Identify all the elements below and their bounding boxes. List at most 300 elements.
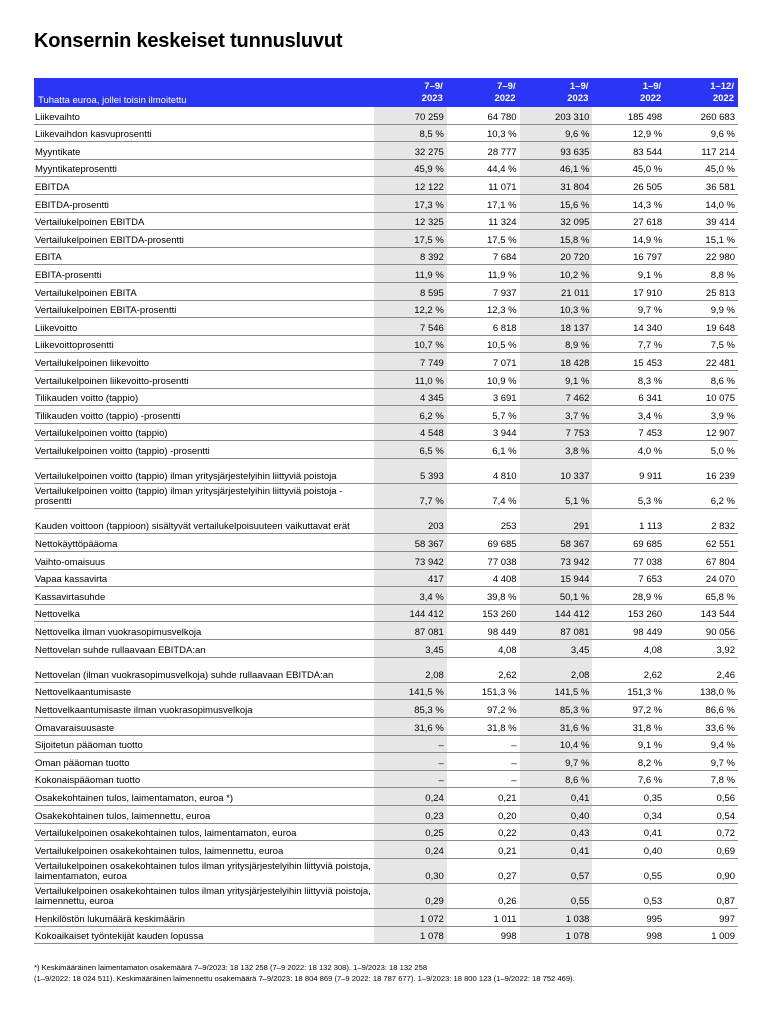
row-value: 0,56 xyxy=(716,792,735,804)
row-value: 17 910 xyxy=(633,287,663,299)
row-value: 73 942 xyxy=(520,552,593,569)
row-value: 2,08 xyxy=(520,658,593,682)
row-value: 50,1 % xyxy=(520,587,593,604)
row-value: 0,22 xyxy=(498,828,517,840)
row-value: 58 367 xyxy=(520,534,593,551)
header-col-1 xyxy=(374,78,447,107)
row-value: 86,6 % xyxy=(705,704,735,716)
row-value: 16 239 xyxy=(705,471,735,483)
footnote xyxy=(34,962,754,984)
row-value: 151,3 % xyxy=(627,687,663,699)
header-period: 1–9/ xyxy=(642,80,662,92)
row-value: 45,9 % xyxy=(374,160,447,177)
row-value: 14,3 % xyxy=(632,199,663,211)
row-label: Vertailukelpoinen osakekohtainen tulos ilman yritysjärjestelyihin liittyviä poistoja, laimentamaton, euroa xyxy=(35,860,371,882)
table-row xyxy=(34,909,738,927)
row-value: 3 691 xyxy=(492,393,517,405)
row-value: 0,53 xyxy=(643,896,663,908)
row-value: 17,5 % xyxy=(487,234,517,246)
table-row xyxy=(34,658,738,683)
row-value: 5 393 xyxy=(374,459,447,483)
row-label: Henkilöstön lukumäärä keskimäärin xyxy=(35,913,185,925)
row-value: 117 214 xyxy=(701,146,735,158)
row-value: 995 xyxy=(646,913,663,925)
table-row xyxy=(34,859,738,884)
row-value: 11 324 xyxy=(488,217,517,229)
row-value: 7 546 xyxy=(374,318,447,335)
row-value: 260 683 xyxy=(700,111,735,123)
row-value: 18 137 xyxy=(520,318,593,335)
row-value: 0,34 xyxy=(643,810,663,822)
table-row xyxy=(34,753,738,771)
row-value: 27 618 xyxy=(633,217,663,229)
table-row xyxy=(34,125,738,143)
row-value: 2,08 xyxy=(374,658,447,682)
row-value: 10 075 xyxy=(705,393,735,405)
header-period: 1–9/ xyxy=(569,80,589,92)
row-value: 0,25 xyxy=(374,824,447,841)
header-unit-label: Tuhatta euroa, jollei toisin ilmoitettu xyxy=(38,95,187,106)
row-value: 0,41 xyxy=(520,788,593,805)
row-label: Vertailukelpoinen osakekohtainen tulos ilman yritysjärjestelyihin liittyviä poistoja, laimennettu, euroa xyxy=(35,886,371,908)
row-label: Osakekohtainen tulos, laimentamaton, euroa *) xyxy=(35,792,234,804)
row-label: Vertailukelpoinen EBITA-prosentti xyxy=(35,305,177,317)
row-value: 203 xyxy=(374,509,447,533)
page-title: Konsernin keskeiset tunnusluvut xyxy=(34,30,343,52)
row-value: 3,4 % xyxy=(374,587,447,604)
header-col-4 xyxy=(592,78,665,107)
row-label: EBITDA-prosentti xyxy=(35,199,109,211)
row-value: 4,0 % xyxy=(637,445,663,457)
row-value: 10,9 % xyxy=(487,375,517,387)
row-value: 32 275 xyxy=(374,142,447,159)
row-value: 5,7 % xyxy=(492,410,517,422)
row-value: 97,2 % xyxy=(632,704,663,716)
row-value: 11,9 % xyxy=(374,265,447,282)
row-value: 5,1 % xyxy=(520,484,593,508)
row-value: 7 071 xyxy=(492,357,517,369)
row-value: 17,1 % xyxy=(487,199,517,211)
header-col-5 xyxy=(665,78,738,107)
row-value: 7,4 % xyxy=(492,496,517,508)
table-row xyxy=(34,587,738,605)
table-row xyxy=(34,927,738,945)
row-value: 85,3 % xyxy=(520,700,593,717)
table-row xyxy=(34,841,738,859)
table-row xyxy=(34,301,738,319)
row-value: 32 095 xyxy=(520,213,593,230)
row-value: 15,1 % xyxy=(705,234,735,246)
row-value: 62 551 xyxy=(705,539,735,551)
row-value: 33,6 % xyxy=(705,722,735,734)
row-value: 138,0 % xyxy=(700,687,735,699)
row-label: Nettovelan suhde rullaavaan EBITDA:an xyxy=(35,644,206,656)
row-value: 93 635 xyxy=(520,142,593,159)
table-row xyxy=(34,265,738,283)
row-value: 22 980 xyxy=(705,252,735,264)
table-body xyxy=(34,107,738,944)
row-value: 25 813 xyxy=(705,287,735,299)
row-value: 151,3 % xyxy=(481,687,517,699)
table-row xyxy=(34,509,738,534)
row-label: EBITA xyxy=(35,252,62,264)
row-value: 7 684 xyxy=(492,252,517,264)
row-value: 1 078 xyxy=(520,927,593,944)
table-row xyxy=(34,441,738,459)
row-value: – xyxy=(374,771,447,788)
row-value: 7,7 % xyxy=(374,484,447,508)
row-value: 20 720 xyxy=(520,248,593,265)
row-value: 5,3 % xyxy=(637,496,663,508)
row-value: 7,7 % xyxy=(637,340,663,352)
table-row xyxy=(34,771,738,789)
key-figures-table xyxy=(34,78,738,944)
row-value: 0,55 xyxy=(520,884,593,908)
row-value: 64 780 xyxy=(487,111,517,123)
header-period: 7–9/ xyxy=(424,80,443,92)
row-value: 10,2 % xyxy=(520,265,593,282)
row-value: 0,21 xyxy=(498,792,517,804)
header-year: 2023 xyxy=(421,92,443,104)
row-value: – xyxy=(511,740,517,752)
row-value: 4,08 xyxy=(498,644,517,656)
row-value: 69 685 xyxy=(487,539,517,551)
table-row xyxy=(34,605,738,623)
row-label: Kokoaikaiset työntekijät kauden lopussa xyxy=(35,931,204,943)
row-value: 0,29 xyxy=(374,884,447,908)
row-value: 12 122 xyxy=(374,177,447,194)
row-value: 22 481 xyxy=(705,357,735,369)
row-value: 2 832 xyxy=(711,521,735,533)
table-row xyxy=(34,353,738,371)
row-value: 3 944 xyxy=(492,428,517,440)
row-value: 8 392 xyxy=(374,248,447,265)
row-value: 15,8 % xyxy=(520,230,593,247)
row-value: 39,8 % xyxy=(487,591,517,603)
row-value: 77 038 xyxy=(633,556,663,568)
row-value: 0,87 xyxy=(716,896,735,908)
row-value: 87 081 xyxy=(374,622,447,639)
row-label: Nettovelan (ilman vuokrasopimusvelkoja) suhde rullaavaan EBITDA:an xyxy=(35,669,334,681)
table-row xyxy=(34,736,738,754)
table-row xyxy=(34,371,738,389)
row-value: 87 081 xyxy=(520,622,593,639)
row-value: 45,0 % xyxy=(705,164,735,176)
row-value: 7 653 xyxy=(638,574,663,586)
row-label: Vertailukelpoinen EBITDA-prosentti xyxy=(35,234,184,246)
row-value: 997 xyxy=(719,913,735,925)
row-value: 12,2 % xyxy=(374,301,447,318)
row-value: 26 505 xyxy=(633,181,663,193)
row-label: Liikevaihto xyxy=(35,111,80,123)
row-value: 203 310 xyxy=(520,107,593,124)
row-value: 83 544 xyxy=(633,146,663,158)
row-value: 8,6 % xyxy=(520,771,593,788)
row-value: 0,20 xyxy=(498,810,517,822)
row-value: 9,1 % xyxy=(520,371,593,388)
row-value: 14,0 % xyxy=(705,199,735,211)
row-value: 8,3 % xyxy=(637,375,663,387)
row-value: 0,21 xyxy=(498,845,517,857)
row-value: 28,9 % xyxy=(632,591,663,603)
row-value: 0,55 xyxy=(643,870,663,882)
row-value: 98 449 xyxy=(487,627,517,638)
row-label: Liikevaihdon kasvuprosentti xyxy=(35,129,152,141)
table-row xyxy=(34,534,738,552)
row-value: 141,5 % xyxy=(520,683,593,700)
row-value: 3,8 % xyxy=(520,441,593,458)
row-value: – xyxy=(511,775,517,787)
header-year: 2022 xyxy=(712,92,734,104)
table-row xyxy=(34,884,738,909)
row-value: 4 548 xyxy=(374,424,447,441)
row-value: 9,7 % xyxy=(520,753,593,770)
row-value: 9,7 % xyxy=(637,305,663,317)
row-value: 6,1 % xyxy=(492,445,517,457)
table-row xyxy=(34,700,738,718)
row-label: Osakekohtainen tulos, laimennettu, euroa xyxy=(35,810,211,822)
row-value: 0,72 xyxy=(716,828,735,840)
row-value: 11,0 % xyxy=(374,371,447,388)
table-row xyxy=(34,806,738,824)
table-row xyxy=(34,389,738,407)
row-value: 90 056 xyxy=(705,627,735,638)
row-value: 44,4 % xyxy=(487,164,517,176)
row-value: 9,4 % xyxy=(710,740,735,752)
row-value: 16 797 xyxy=(633,252,663,264)
table-row xyxy=(34,230,738,248)
table-row xyxy=(34,683,738,701)
row-value: 0,40 xyxy=(520,806,593,823)
row-label: Oman pääoman tuotto xyxy=(35,757,130,769)
row-value: 21 011 xyxy=(520,283,593,300)
row-value: 10,7 % xyxy=(374,336,447,353)
row-value: 1 009 xyxy=(711,931,735,943)
row-value: 98 449 xyxy=(633,627,663,638)
row-value: 0,41 xyxy=(643,828,663,840)
row-value: 8,5 % xyxy=(374,125,447,142)
row-value: 0,26 xyxy=(498,896,517,908)
row-value: 46,1 % xyxy=(520,160,593,177)
row-value: 73 942 xyxy=(374,552,447,569)
row-label: Nettovelkaantumisaste ilman vuokrasopimusvelkoja xyxy=(35,704,253,716)
row-value: 0,41 xyxy=(520,841,593,858)
row-value: 0,43 xyxy=(520,824,593,841)
row-value: 31,8 % xyxy=(632,722,663,734)
row-value: 11,9 % xyxy=(487,269,517,281)
row-value: 0,69 xyxy=(716,845,735,857)
row-value: 141,5 % xyxy=(374,683,447,700)
row-value: 3,45 xyxy=(520,640,593,657)
row-value: 8,8 % xyxy=(710,269,735,281)
row-value: 0,40 xyxy=(643,845,663,857)
row-value: 7 937 xyxy=(492,287,517,299)
row-value: 0,23 xyxy=(374,806,447,823)
row-value: 9,7 % xyxy=(710,757,735,769)
row-value: 9 911 xyxy=(639,471,663,483)
row-value: 7,5 % xyxy=(710,340,735,352)
row-value: 998 xyxy=(646,931,663,943)
row-value: 18 428 xyxy=(520,353,593,370)
row-value: 0,54 xyxy=(716,810,735,822)
row-value: 70 259 xyxy=(374,107,447,124)
row-value: 1 038 xyxy=(520,909,593,926)
row-value: 253 xyxy=(500,521,517,533)
row-value: 3,92 xyxy=(716,644,735,656)
row-value: 1 113 xyxy=(639,521,663,533)
row-value: 0,57 xyxy=(520,859,593,883)
row-label: Kokonaispääoman tuotto xyxy=(35,775,141,787)
row-value: 3,45 xyxy=(374,640,447,657)
row-value: 14,9 % xyxy=(632,234,663,246)
row-value: 15,6 % xyxy=(520,195,593,212)
row-label: Myyntikateprosentti xyxy=(35,164,117,176)
row-label: Vertailukelpoinen EBITA xyxy=(35,287,137,299)
row-label: Vertailukelpoinen osakekohtainen tulos, laimentamaton, euroa xyxy=(35,828,297,840)
row-value: 10 337 xyxy=(520,459,593,483)
row-value: 6 818 xyxy=(492,322,517,334)
row-label: Vertailukelpoinen voitto (tappio) ilman yritysjärjestelyihin liittyviä poistoja xyxy=(35,471,337,483)
table-row xyxy=(34,570,738,588)
row-label: EBITA-prosentti xyxy=(35,269,102,281)
row-value: 7 453 xyxy=(638,428,663,440)
row-value: 19 648 xyxy=(705,322,735,334)
row-value: 1 078 xyxy=(374,927,447,944)
row-value: 69 685 xyxy=(633,539,663,551)
row-value: 153 260 xyxy=(627,609,663,621)
row-label: Kassavirtasuhde xyxy=(35,591,106,603)
row-value: 10,3 % xyxy=(520,301,593,318)
row-label: Vertailukelpoinen osakekohtainen tulos, laimennettu, euroa xyxy=(35,845,284,857)
row-value: 17,3 % xyxy=(374,195,447,212)
row-value: 8,6 % xyxy=(710,375,735,387)
table-row xyxy=(34,459,738,484)
row-value: 67 804 xyxy=(705,556,735,568)
row-label: Vertailukelpoinen liikevoitto xyxy=(35,357,150,369)
row-label: Vertailukelpoinen voitto (tappio) -prosentti xyxy=(35,445,210,457)
row-value: 144 412 xyxy=(374,605,447,622)
row-value: 12,3 % xyxy=(487,305,517,317)
row-value: 9,1 % xyxy=(637,269,663,281)
table-row xyxy=(34,213,738,231)
row-label: Vertailukelpoinen voitto (tappio) xyxy=(35,428,168,440)
table-row xyxy=(34,406,738,424)
header-col-2 xyxy=(447,78,520,107)
row-value: 77 038 xyxy=(487,556,517,568)
row-value: 0,35 xyxy=(643,792,663,804)
row-value: 10,3 % xyxy=(487,129,517,141)
row-value: 3,7 % xyxy=(520,406,593,423)
table-row xyxy=(34,248,738,266)
row-value: 4,08 xyxy=(643,644,663,656)
header-col-3 xyxy=(520,78,593,107)
row-value: 12 907 xyxy=(705,428,735,440)
row-value: – xyxy=(511,757,517,769)
row-value: 7,8 % xyxy=(710,775,735,787)
header-year: 2022 xyxy=(494,92,516,104)
row-value: 24 070 xyxy=(705,574,735,586)
row-label: Liikevoittoprosentti xyxy=(35,340,114,352)
row-value: 8,2 % xyxy=(637,757,663,769)
row-value: 4 345 xyxy=(374,389,447,406)
row-value: 2,62 xyxy=(643,669,663,681)
header-period: 7–9/ xyxy=(497,80,516,92)
table-row xyxy=(34,160,738,178)
row-value: 17,5 % xyxy=(374,230,447,247)
table-row xyxy=(34,336,738,354)
row-label: Nettokäyttöpääoma xyxy=(35,539,118,551)
row-value: 8 595 xyxy=(374,283,447,300)
row-label: Vertailukelpoinen EBITDA xyxy=(35,217,145,229)
row-value: 28 777 xyxy=(487,146,517,158)
table-row xyxy=(34,484,738,509)
row-label: Myyntikate xyxy=(35,146,81,158)
row-value: 31 804 xyxy=(520,177,593,194)
row-value: 7 462 xyxy=(520,389,593,406)
row-label: EBITDA xyxy=(35,181,70,193)
row-value: 3,9 % xyxy=(710,410,735,422)
row-value: 85,3 % xyxy=(374,700,447,717)
row-value: 11 071 xyxy=(488,181,517,193)
row-value: 6,2 % xyxy=(710,496,735,508)
row-label: Kauden voittoon (tappioon) sisältyvät vertailukelpoisuuteen vaikuttavat erät xyxy=(35,521,350,533)
row-label: Nettovelkaantumisaste xyxy=(35,687,132,699)
row-value: 3,4 % xyxy=(637,410,663,422)
row-label: Nettovelka ilman vuokrasopimusvelkoja xyxy=(35,627,202,638)
table-row xyxy=(34,424,738,442)
footnote-line-2: (1–9/2022: 18 024 511). Keskimääräinen laimennettu osakemäärä 7–9/2023: 18 804 869 (7–9 2022: 18 787 677). 1–9/2023: 18 800 123 (1–9/2022: 18 752 469). xyxy=(34,974,575,983)
row-value: 2,46 xyxy=(716,669,735,681)
row-value: 5,0 % xyxy=(710,445,735,457)
row-value: 1 072 xyxy=(374,909,447,926)
table-row xyxy=(34,195,738,213)
table-row xyxy=(34,177,738,195)
row-value: 144 412 xyxy=(520,605,593,622)
table-row xyxy=(34,283,738,301)
header-year: 2022 xyxy=(640,92,662,104)
row-value: 7 749 xyxy=(374,353,447,370)
table-row xyxy=(34,552,738,570)
row-value: 58 367 xyxy=(374,534,447,551)
row-value: 1 011 xyxy=(493,913,517,925)
row-value: 97,2 % xyxy=(487,704,517,716)
row-value: 291 xyxy=(520,509,593,533)
row-value: 153 260 xyxy=(482,609,517,621)
row-value: 9,6 % xyxy=(520,125,593,142)
row-value: 998 xyxy=(500,931,517,943)
table-row xyxy=(34,622,738,640)
row-value: 2,62 xyxy=(498,669,517,681)
row-value: 31,6 % xyxy=(374,718,447,735)
row-value: 4 810 xyxy=(492,471,517,483)
table-row xyxy=(34,318,738,336)
row-value: 7 753 xyxy=(520,424,593,441)
row-value: 9,1 % xyxy=(637,740,663,752)
row-label: Vertailukelpoinen voitto (tappio) ilman yritysjärjestelyihin liittyviä poistoja -prosentti xyxy=(35,486,343,508)
row-value: 417 xyxy=(374,570,447,587)
row-value: 4 408 xyxy=(492,574,517,586)
row-label: Nettovelka xyxy=(35,609,80,621)
header-period: 1–12/ xyxy=(710,80,734,92)
table-row xyxy=(34,107,738,125)
row-value: 10,4 % xyxy=(520,736,593,753)
row-value: 45,0 % xyxy=(632,164,663,176)
row-value: 0,24 xyxy=(374,841,447,858)
row-value: – xyxy=(374,736,447,753)
row-value: 14 340 xyxy=(633,322,663,334)
row-value: 0,30 xyxy=(374,859,447,883)
row-value: 36 581 xyxy=(705,181,735,193)
